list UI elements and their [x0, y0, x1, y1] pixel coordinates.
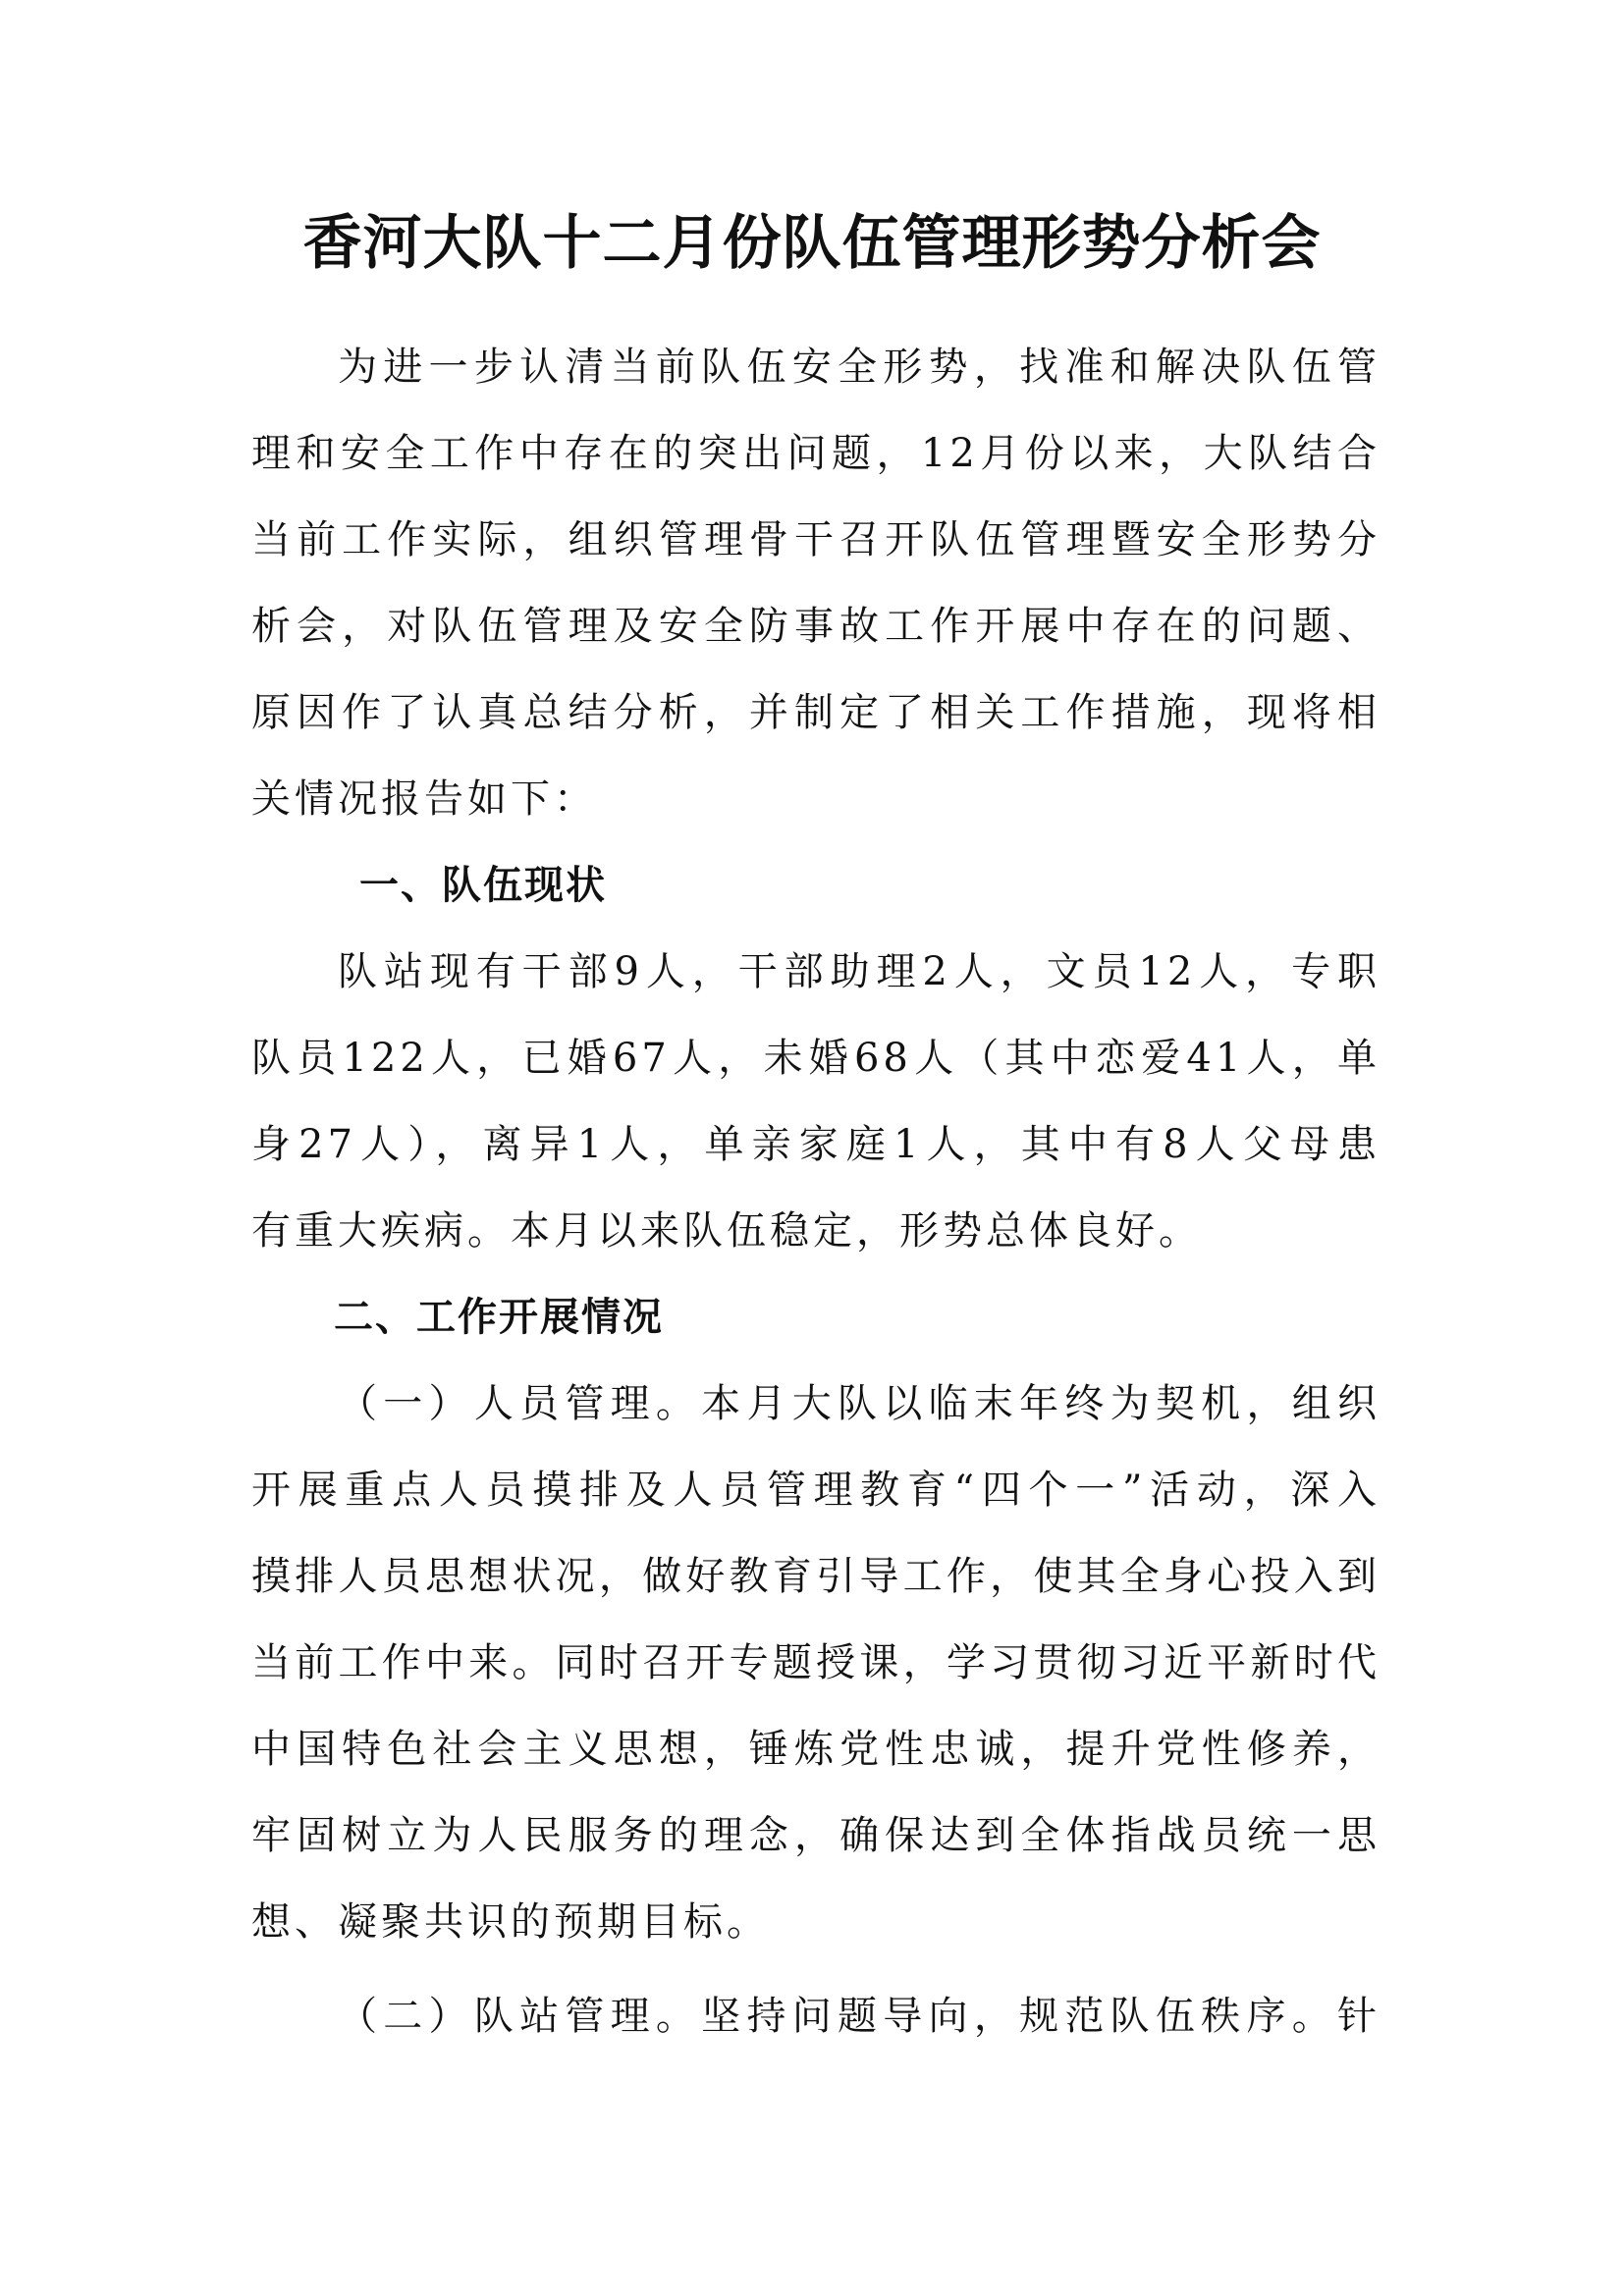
paragraph-line: 身27人），离异1人，单亲家庭1人，其中有8人父母患 — [251, 1122, 1380, 1167]
intro-line: 析会，对队伍管理及安全防事故工作开展中存在的问题、 — [251, 604, 1380, 649]
paragraph-line: 队员122人，已婚67人，未婚68人（其中恋爱41人，单 — [251, 1036, 1380, 1081]
intro-paragraph — [251, 324, 1380, 842]
paragraph-gap — [251, 1965, 1380, 1973]
paragraph-line: 开展重点人员摸排及人员管理教育“四个一”活动，深入 — [251, 1468, 1380, 1513]
paragraph-line: （二）队站管理。坚持问题导向，规范队伍秩序。针 — [338, 1994, 1380, 2039]
intro-line: 关情况报告如下： — [251, 776, 597, 822]
intro-line: 当前工作实际，组织管理骨干召开队伍管理暨安全形势分 — [251, 517, 1380, 562]
intro-line: 为进一步认清当前队伍安全形势，找准和解决队伍管 — [338, 345, 1380, 390]
document-body — [251, 324, 1380, 2059]
paragraph-line: 牢固树立为人民服务的理念，确保达到全体指战员统一思 — [251, 1813, 1380, 1858]
personnel-management-paragraph — [251, 1361, 1380, 1965]
paragraph-line: 有重大疾病。本月以来队伍稳定，形势总体良好。 — [251, 1208, 1202, 1254]
paragraph-line: 中国特色社会主义思想，锤炼党性忠诚，提升党性修养， — [251, 1727, 1380, 1772]
paragraph-line: 想、凝聚共识的预期目标。 — [251, 1899, 770, 1945]
document-title: 香河大队十二月份队伍管理形势分析会 — [302, 209, 1322, 278]
section-heading-team-status: 一、队伍现状 — [359, 863, 607, 908]
intro-line: 理和安全工作中存在的突出问题，12月份以来，大队结合 — [251, 431, 1380, 476]
team-status-paragraph — [251, 929, 1380, 1274]
paragraph-line: 当前工作中来。同时召开专题授课，学习贯彻习近平新时代 — [251, 1640, 1380, 1685]
paragraph-line: 摸排人员思想状况，做好教育引导工作，使其全身心投入到 — [251, 1554, 1380, 1599]
paragraph-line: 队站现有干部9人，干部助理2人，文员12人，专职 — [338, 949, 1380, 994]
intro-line: 原因作了认真总结分析，并制定了相关工作措施，现将相 — [251, 690, 1380, 735]
section-heading-work-progress: 二、工作开展情况 — [334, 1295, 664, 1340]
paragraph-line: （一）人员管理。本月大队以临末年终为契机，组织 — [338, 1381, 1380, 1426]
station-management-paragraph — [251, 1973, 1380, 2059]
